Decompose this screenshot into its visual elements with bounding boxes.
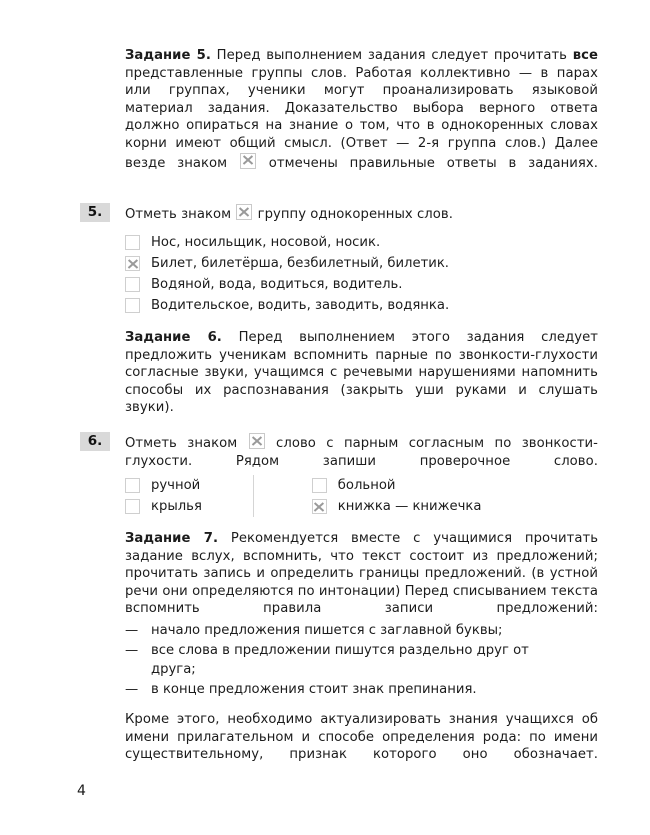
checkbox-icon[interactable] (125, 499, 140, 514)
task6-option-right-2-label: книжка — книжечка (337, 499, 482, 514)
task7-note-heading: Задание 7. (125, 531, 219, 546)
checkbox-checked-icon[interactable] (312, 499, 327, 514)
rules-item-1 (125, 622, 598, 640)
task6-option-right-2[interactable] (312, 496, 598, 517)
task5-options-list (125, 232, 598, 316)
task6-option-left-1[interactable] (125, 475, 253, 496)
task6-options-columns (125, 475, 598, 517)
task5-note-text-2: представленные группы слов. Работая коллективно — в парах или группах, ученики могут проанализировать языковой материал задания. Доказательство выбора верного ответа должно опираться на знание о том, что в однокоренных словах корни имеют общий смысл. (Ответ — 2-я группа слов.) Далее везде знаком (125, 65, 598, 171)
task5-note-heading: Задание 5. (125, 48, 211, 63)
task6-note-heading: Задание 6. (125, 330, 222, 345)
checkbox-icon[interactable] (312, 478, 327, 493)
em-dash-icon: — (125, 623, 139, 638)
task5-note-paragraph (125, 47, 598, 190)
task5-note-bold-word: все (572, 48, 598, 63)
em-dash-icon: — (125, 643, 139, 659)
x-mark-icon (236, 204, 252, 220)
task5-option-2[interactable] (125, 253, 598, 274)
closing-paragraph: Кроме этого, необходимо актуализировать знания учащихся об имени прилагательном и способе определения рода: по имени существительному, признак которого оно обозначает. (125, 712, 598, 763)
task6-option-right-1-label: больной (337, 478, 396, 493)
task5-option-2-label: Билет, билетёрша, безбилетный, билетик. (151, 256, 450, 271)
task6-number-badge: 6. (80, 432, 110, 451)
page-number: 4 (77, 783, 86, 799)
x-mark-icon (240, 153, 256, 169)
checkbox-checked-icon[interactable] (125, 256, 140, 271)
task6-option-left-2[interactable] (125, 496, 253, 517)
task6-option-right-1[interactable] (312, 475, 598, 496)
task7-note-paragraph (125, 530, 598, 636)
task6-instruction-text-2: слово с парным согласным по звонкости-глухости. Рядом запиши проверочное слово. (125, 436, 598, 469)
task5-note-text-1: Перед выполнением задания следует прочитать (210, 48, 573, 63)
task6-option-left-2-label: крылья (151, 499, 202, 514)
task7-note-text: Рекомендуется вместе с учащимися прочитать задание вслух, вспомнить, что текст состоит из предложений; прочитать запись и определить границы предложений. (в устной речи они определяются по интонации) Перед списыванием текста вспомнить правила записи предложений: (125, 531, 599, 617)
rules-item-1-text: начало предложения пишется с заглавной буквы; (151, 623, 503, 638)
task6-options-right (312, 475, 598, 517)
x-mark-icon (249, 433, 265, 449)
column-divider (253, 475, 254, 517)
rules-item-3-text: в конце предложения стоит знак препинания. (151, 682, 477, 698)
em-dash-icon: — (125, 682, 139, 698)
task5-option-1-label: Нос, носильщик, носовой, носик. (151, 235, 381, 250)
task5-option-4-label: Водительское, водить, заводить, водянка. (151, 298, 450, 313)
rules-item-2-text: все слова в предложении пишутся раздельно друг от друга; (151, 643, 529, 677)
task5-note-text-3: отмечены правильные ответы в заданиях. (256, 155, 598, 171)
task5-option-4[interactable] (125, 295, 598, 316)
task5-option-3-label: Водяной, вода, водиться, водитель. (151, 277, 403, 292)
checkbox-icon[interactable] (125, 298, 140, 313)
task5-instruction-text-2: группу однокоренных слов. (253, 207, 453, 222)
rules-item-3 (125, 681, 598, 699)
task5-option-3[interactable] (125, 274, 598, 295)
task5-option-1[interactable] (125, 232, 598, 253)
checkbox-icon[interactable] (125, 277, 140, 292)
task5-number-badge: 5. (80, 203, 110, 222)
task5-instruction (125, 204, 598, 224)
task6-options-left (125, 475, 253, 517)
rules-item-2 (125, 642, 598, 679)
checkbox-icon[interactable] (125, 235, 140, 250)
checkbox-icon[interactable] (125, 478, 140, 493)
rules-list (125, 622, 598, 702)
task5-instruction-text-1: Отметь знаком (125, 207, 236, 222)
task6-option-left-1-label: ручной (151, 478, 201, 493)
task6-note-text: Перед выполнением этого задания следует предложить ученикам вспомнить парные по звонкости-глухости согласные звуки, учащимся с речевыми нарушениями напомнить способы их распознавания (закрыть уши руками и слушать звуки). (125, 330, 598, 416)
task6-note-paragraph (125, 329, 598, 435)
task6-instruction-text-1: Отметь знаком (125, 436, 248, 451)
